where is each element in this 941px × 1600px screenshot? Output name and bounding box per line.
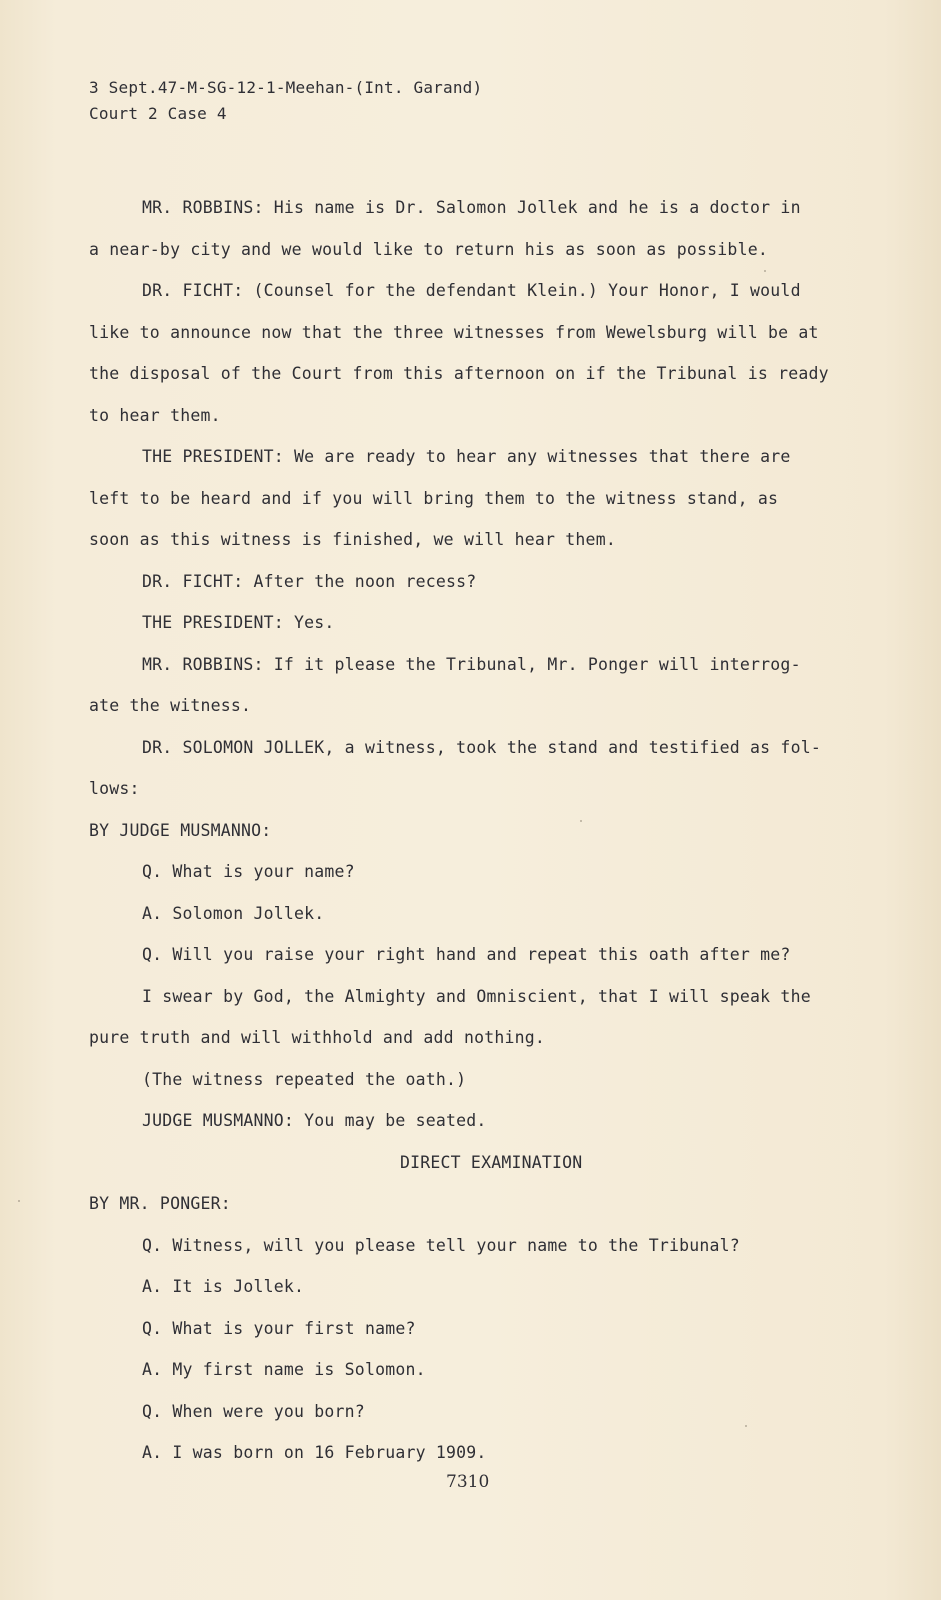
text-line: Q. What is your first name? (142, 1319, 416, 1338)
text-line: A. It is Jollek. (142, 1277, 305, 1296)
text-line: MR. ROBBINS: If it please the Tribunal, Mr. Ponger will interrog- (142, 655, 801, 674)
text-line: Q. Will you raise your right hand and repeat this oath after me? (142, 945, 791, 964)
paper-speck (745, 1425, 747, 1427)
text-line: Q. When were you born? (142, 1402, 365, 1421)
text-line: soon as this witness is finished, we will hear them. (89, 530, 616, 549)
text-line: A. I was born on 16 February 1909. (142, 1443, 487, 1462)
text-line: a near-by city and we would like to return his as soon as possible. (89, 240, 768, 259)
text-line: DR. FICHT: After the noon recess? (142, 572, 477, 591)
text-line: I swear by God, the Almighty and Omniscient, that I will speak the (142, 987, 811, 1006)
paper-speck (580, 820, 582, 822)
page-number: 7310 (446, 1472, 490, 1492)
text-line: ate the witness. (89, 696, 252, 715)
text-line: the disposal of the Court from this afternoon on if the Tribunal is ready (89, 364, 829, 383)
text-line: Q. Witness, will you please tell your name to the Tribunal? (142, 1236, 740, 1255)
text-line: A. Solomon Jollek. (142, 904, 325, 923)
text-line: BY MR. PONGER: (89, 1194, 231, 1213)
text-line: THE PRESIDENT: We are ready to hear any witnesses that there are (142, 447, 791, 466)
text-line: BY JUDGE MUSMANNO: (89, 821, 272, 840)
text-line: MR. ROBBINS: His name is Dr. Salomon Jollek and he is a doctor in (142, 198, 801, 217)
text-line: lows: (89, 779, 140, 798)
paper-speck (764, 270, 766, 272)
text-line: A. My first name is Solomon. (142, 1360, 426, 1379)
text-line: to hear them. (89, 406, 221, 425)
text-line: pure truth and will withhold and add nothing. (89, 1028, 546, 1047)
text-line: JUDGE MUSMANNO: You may be seated. (142, 1111, 487, 1130)
header-line-1: 3 Sept.47-M-SG-12-1-Meehan-(Int. Garand) (89, 78, 483, 97)
text-line: (The witness repeated the oath.) (142, 1070, 467, 1089)
paper-speck (18, 1200, 20, 1202)
section-heading: DIRECT EXAMINATION (400, 1153, 583, 1172)
text-line: left to be heard and if you will bring them to the witness stand, as (89, 489, 779, 508)
text-line: Q. What is your name? (142, 862, 355, 881)
text-line: THE PRESIDENT: Yes. (142, 613, 335, 632)
text-line: DR. FICHT: (Counsel for the defendant Klein.) Your Honor, I would (142, 281, 801, 300)
text-line: like to announce now that the three witnesses from Wewelsburg will be at (89, 323, 819, 342)
text-line: DR. SOLOMON JOLLEK, a witness, took the stand and testified as fol- (142, 738, 821, 757)
header-line-2: Court 2 Case 4 (89, 104, 227, 123)
